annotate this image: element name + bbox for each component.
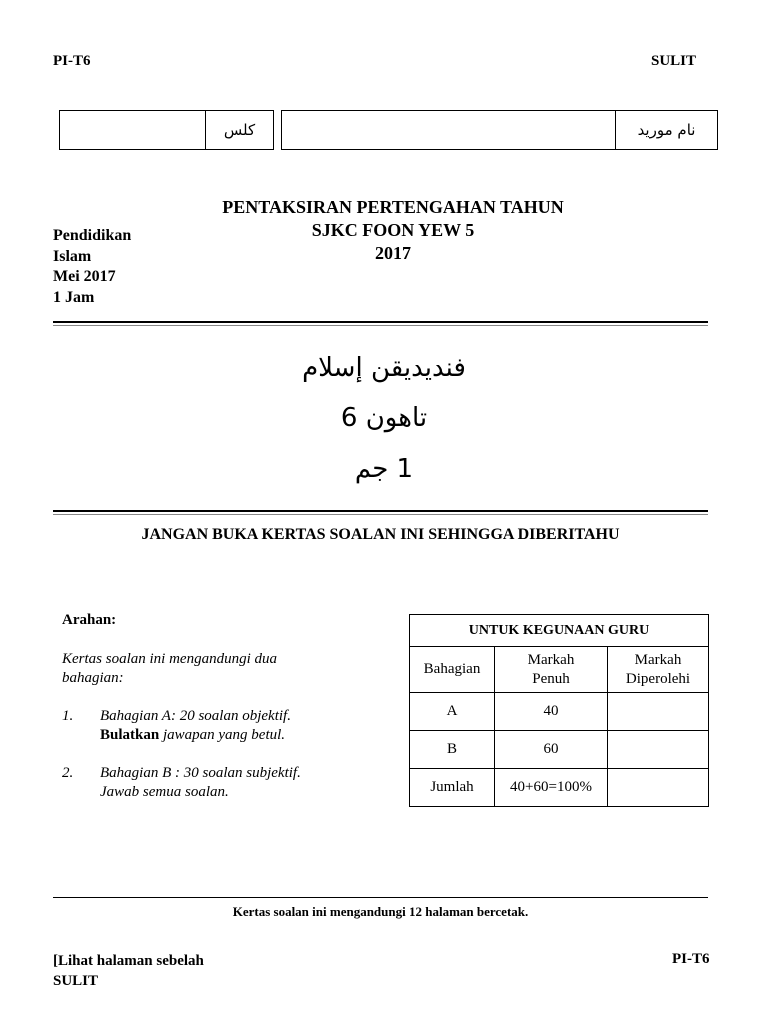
item-2-line1: Bahagian B : 30 soalan subjektif. [100,765,301,781]
exam-title-line2: SJKC FOON YEW 5 [311,220,475,240]
col-header-obtained-mark [608,647,709,693]
header-sulit: SULIT [651,53,697,69]
footer-code: PI-T6 [672,951,710,967]
exam-title [150,196,636,265]
table-caption: UNTUK KEGUNAAN GURU [410,615,709,647]
row-obtained-mark[interactable] [608,731,709,769]
table-row [410,731,709,769]
footer-sulit: SULIT [53,973,99,989]
col-header-full-line2: Penuh [532,670,570,687]
item-1-number: 1. [62,708,74,724]
row-obtained-mark[interactable] [608,769,709,807]
subject-line2: Islam [53,247,92,265]
item-1-bold-word: Bulatkan [100,727,160,743]
row-full-mark: 40+60=100% [495,769,608,807]
item-2-line2: Jawab semua soalan. [100,784,229,800]
subject-line3: Mei 2017 [53,268,116,285]
footer-divider [53,897,708,898]
col-header-obtained-line1: Markah [634,651,682,668]
item-1-line2 [100,726,370,745]
page-count-note: Kertas soalan ini mengandungi 12 halaman bercetak. [232,904,529,919]
next-page-note: [Lihat halaman sebelah [53,953,204,969]
subject-info [53,226,131,308]
col-header-bahagian: Bahagian [410,647,495,693]
item-2-number: 2. [62,765,74,781]
instructions-intro: Kertas soalan ini mengandungi dua bahagian: [62,651,278,686]
row-full-mark: 40 [495,693,608,731]
row-part: A [410,693,495,731]
row-obtained-mark[interactable] [608,693,709,731]
item-1-line2-rest: jawapan yang betul. [159,727,286,743]
row-part: B [410,731,495,769]
class-field[interactable] [60,111,205,149]
class-box [59,110,274,150]
warning-text: JANGAN BUKA KERTAS SOALAN INI SEHINGGA DIBERITAHU [141,526,620,543]
name-box [281,110,718,150]
table-row [410,693,709,731]
jawi-year: تاهون 6 [340,403,428,433]
col-header-full-line1: Markah [527,651,575,668]
exam-title-line3: 2017 [375,243,411,263]
table-row [410,769,709,807]
class-label: كلس [205,111,273,149]
row-part: Jumlah [410,769,495,807]
name-field[interactable] [282,111,615,149]
subject-line1: Pendidikan [53,227,132,244]
jawi-subject: فنديديقن إسلام [302,353,466,383]
col-header-obtained-line2: Diperolehi [625,670,691,687]
footer-left [53,951,204,991]
item-1-line1: Bahagian A: 20 soalan objektif. [100,708,291,724]
divider-top [53,321,708,323]
instructions-heading: Arahan: [62,612,117,628]
col-header-full-mark [495,647,608,693]
jawi-duration: 1 جم [354,454,414,484]
divider-bottom [53,510,708,512]
row-full-mark: 60 [495,731,608,769]
subject-line4: 1 Jam [53,288,95,306]
header-code: PI-T6 [53,53,91,69]
teacher-use-table [409,614,709,807]
exam-title-line1: PENTAKSIRAN PERTENGAHAN TAHUN [222,197,564,217]
name-label: نام موريد [615,111,717,149]
